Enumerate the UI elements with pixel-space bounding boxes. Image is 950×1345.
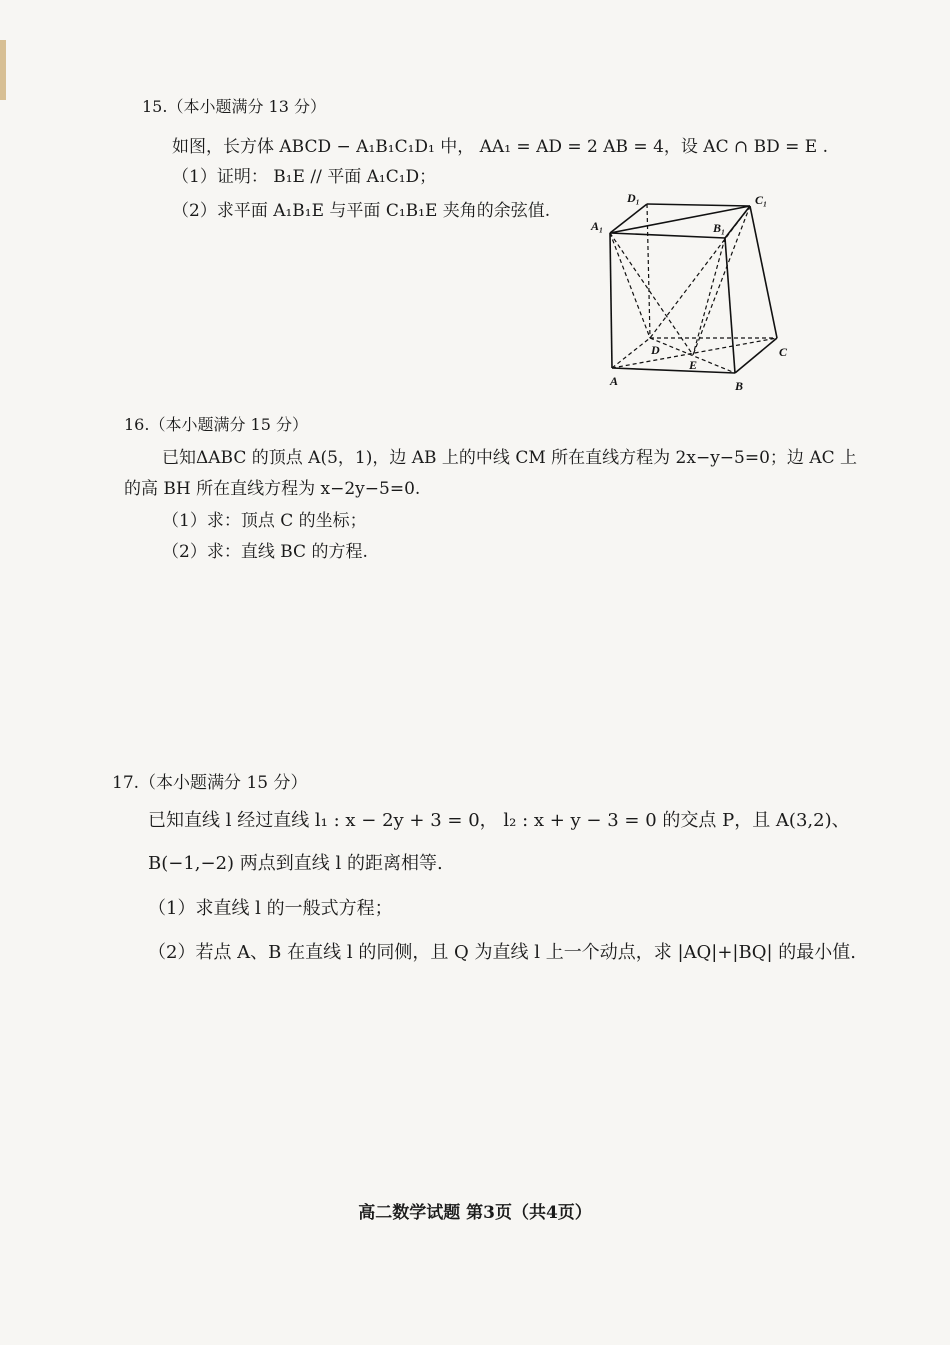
- q16-part2: （2）求：直线 BC 的方程.: [162, 542, 368, 562]
- edge-d1c1: [647, 204, 750, 206]
- page-footer: 高二数学试题 第3页（共4页）: [358, 1203, 592, 1223]
- q15-header: 15.（本小题满分 13 分）: [142, 97, 326, 116]
- label-b: B: [735, 379, 744, 393]
- q15-stem: 如图，长方体 ABCD − A₁B₁C₁D₁ 中， AA₁ = AD = 2 AB = 4，设 AC ∩ BD = E .: [172, 137, 829, 157]
- q17-stem-1: 已知直线 l 经过直线 l₁ : x − 2y + 3 = 0， l₂ : x + y − 3 = 0 的交点 P，且 A(3,2)、: [148, 810, 850, 831]
- edge-a1b1: [610, 233, 725, 238]
- q17-header: 17.（本小题满分 15 分）: [112, 773, 308, 793]
- seg-c1d: [650, 206, 750, 338]
- q16-stem-2: 的高 BH 所在直线方程为 x−2y−5=0.: [124, 479, 421, 499]
- label-c: C: [779, 345, 788, 359]
- q15-part1: （1）证明： B₁E // 平面 A₁C₁D；: [172, 167, 437, 187]
- q17-part2: （2）若点 A、B 在直线 l 的同侧，且 Q 为直线 l 上一个动点，求 |AQ|+|BQ| 的最小值.: [148, 942, 856, 963]
- q16-part1: （1）求：顶点 C 的坐标；: [162, 511, 367, 531]
- q16-stem-1: 已知ΔABC 的顶点 A(5，1)，边 AB 上的中线 CM 所在直线方程为 2x−y−5=0；边 AC 上: [162, 448, 858, 468]
- q17-stem-2: B(−1,−2) 两点到直线 l 的距离相等.: [148, 853, 443, 874]
- edge-ab: [612, 368, 735, 373]
- scan-edge-mark: [0, 40, 6, 100]
- edge-ad-hidden: [612, 338, 650, 368]
- label-d1: D₁: [627, 191, 640, 205]
- label-a: A: [610, 374, 619, 388]
- seg-a1d: [610, 233, 650, 338]
- edge-bc: [735, 338, 777, 373]
- edge-c1c: [750, 206, 777, 338]
- label-c1: C₁: [755, 193, 768, 207]
- label-b1: B₁: [713, 221, 726, 235]
- edge-a1a: [610, 233, 612, 368]
- label-d: D: [651, 343, 660, 357]
- q15-part2: （2）求平面 A₁B₁E 与平面 C₁B₁E 夹角的余弦值.: [172, 201, 551, 221]
- cuboid-figure: [585, 188, 800, 398]
- edge-b1b: [725, 238, 735, 373]
- edge-d1d-hidden: [647, 204, 650, 338]
- label-a1: A₁: [591, 219, 604, 233]
- q16-header: 16.（本小题满分 15 分）: [124, 415, 308, 434]
- q17-part1: （1）求直线 l 的一般式方程；: [148, 898, 393, 919]
- label-e: E: [689, 358, 698, 372]
- edge-a1c1: [610, 206, 750, 233]
